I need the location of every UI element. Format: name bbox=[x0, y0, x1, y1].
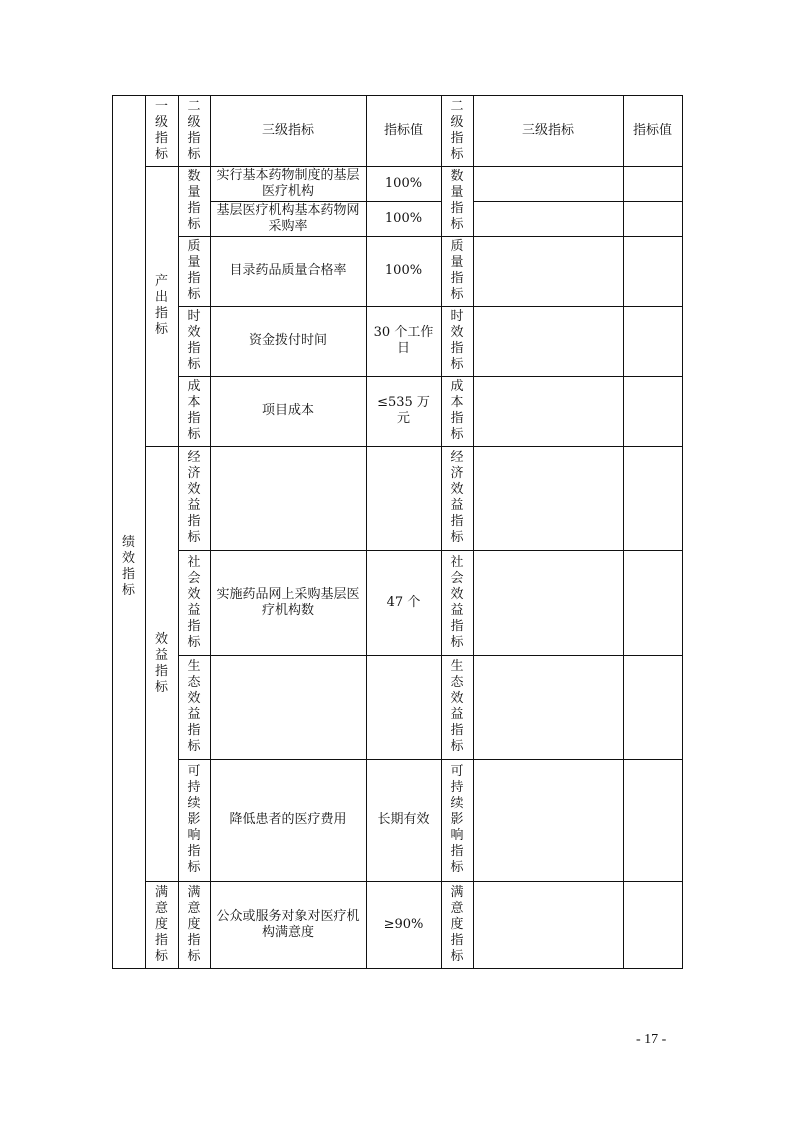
subcat-satisfaction-right: 满意度指标 bbox=[450, 884, 464, 964]
item-value-sustainable: 长期有效 bbox=[377, 812, 430, 827]
subcat-timeliness-right: 时效指标 bbox=[450, 309, 464, 372]
header-level3-right: 三级指标 bbox=[521, 122, 574, 138]
item-value-satisfaction: ≥90% bbox=[383, 916, 424, 932]
header-level2-right: 二级指标 bbox=[450, 98, 464, 162]
subcat-sustainable-left: 可持续影响指标 bbox=[187, 764, 201, 875]
subcat-social-right: 社会效益指标 bbox=[450, 554, 464, 650]
header-value-left: 指标值 bbox=[383, 122, 423, 138]
item-value-quantity-2: 100% bbox=[384, 210, 423, 226]
row-line bbox=[145, 446, 682, 447]
item-name-timeliness: 资金拨付时间 bbox=[248, 333, 327, 348]
item-name-cost: 项目成本 bbox=[261, 403, 314, 418]
row-line bbox=[178, 655, 682, 656]
subcat-cost-right: 成本指标 bbox=[450, 379, 464, 442]
subcat-quality-left: 质量指标 bbox=[187, 239, 201, 302]
subcat-satisfaction-left: 满意度指标 bbox=[187, 884, 201, 964]
header-value-right: 指标值 bbox=[632, 122, 672, 138]
page-number: - 17 - bbox=[636, 1032, 667, 1047]
table-border-bottom bbox=[112, 968, 682, 969]
item-value-quantity-1: 100% bbox=[384, 175, 423, 191]
item-name-quantity-1: 实行基本药物制度的基层医疗机构 bbox=[216, 167, 360, 199]
subcat-quantity-right: 数量指标 bbox=[450, 169, 464, 232]
item-value-timeliness: 30 个工作日 bbox=[373, 325, 434, 356]
row-line bbox=[473, 201, 682, 202]
item-value-quality: 100% bbox=[384, 263, 423, 278]
item-name-satisfaction: 公众或服务对象对医疗机构满意度 bbox=[216, 908, 360, 940]
header-level2-left: 二级指标 bbox=[187, 98, 201, 162]
group-satisfaction: 满意度指标 bbox=[154, 884, 168, 964]
section-label-performance: 绩效指标 bbox=[121, 535, 135, 598]
item-value-social: 47 个 bbox=[386, 594, 421, 610]
item-value-cost: ≤535 万元 bbox=[377, 395, 430, 426]
item-name-quantity-2: 基层医疗机构基本药物网采购率 bbox=[216, 202, 360, 234]
item-name-quality: 目录药品质量合格率 bbox=[229, 263, 347, 278]
group-output: 产出指标 bbox=[154, 274, 168, 337]
col-line bbox=[473, 95, 474, 969]
table-border-right bbox=[682, 95, 683, 969]
col-line bbox=[623, 95, 624, 969]
item-name-social: 实施药品网上采购基层医疗机构数 bbox=[216, 586, 360, 618]
subcat-sustainable-right: 可持续影响指标 bbox=[450, 764, 464, 875]
subcat-quantity-left: 数量指标 bbox=[187, 169, 201, 232]
subcat-ecological-left: 生态效益指标 bbox=[187, 659, 201, 754]
subcat-cost-left: 成本指标 bbox=[187, 379, 201, 442]
subcat-ecological-right: 生态效益指标 bbox=[450, 659, 464, 754]
header-level3-left: 三级指标 bbox=[261, 122, 314, 138]
subcat-quality-right: 质量指标 bbox=[450, 239, 464, 302]
subcat-timeliness-left: 时效指标 bbox=[187, 309, 201, 372]
group-benefit: 效益指标 bbox=[154, 631, 168, 695]
header-level1: 一级指标 bbox=[154, 98, 168, 162]
subcat-economic-left: 经济效益指标 bbox=[187, 450, 201, 545]
subcat-economic-right: 经济效益指标 bbox=[450, 450, 464, 545]
item-name-sustainable: 降低患者的医疗费用 bbox=[229, 812, 347, 827]
subcat-social-left: 社会效益指标 bbox=[187, 554, 201, 650]
